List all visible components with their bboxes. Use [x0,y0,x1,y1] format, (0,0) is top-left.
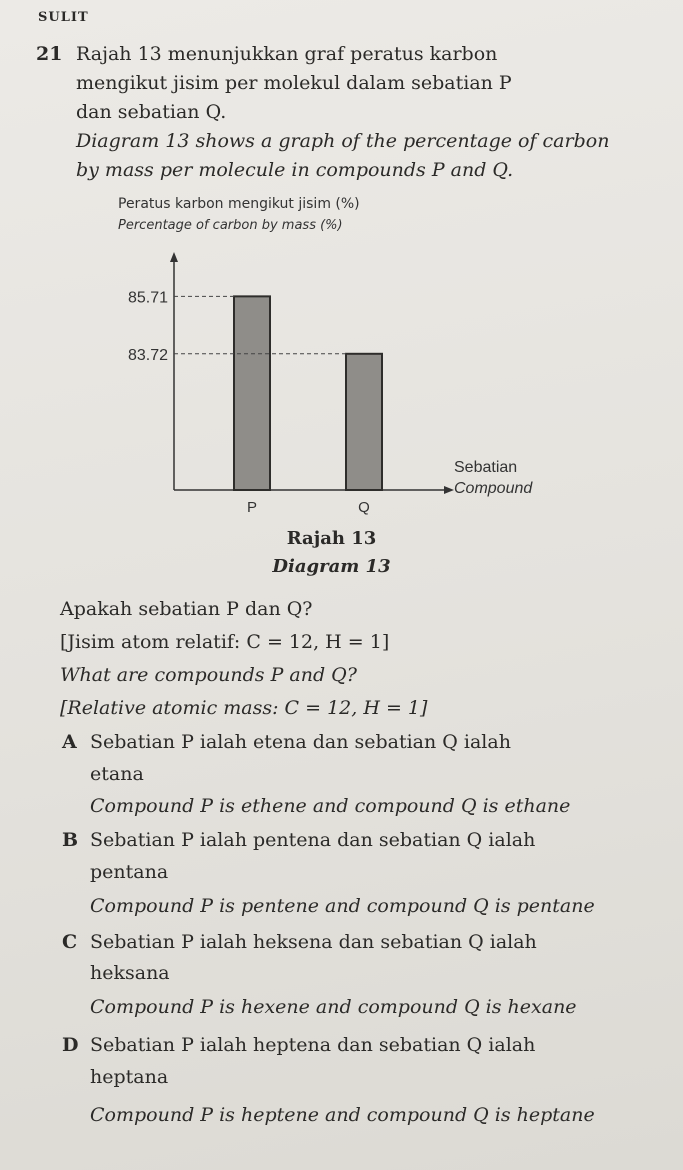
bar-q [346,354,382,490]
option-a-malay-1[interactable]: Sebatian P ialah etena dan sebatian Q ialah [90,731,511,753]
option-c-malay-2[interactable]: heksana [90,962,170,984]
stem-malay-line-3: dan sebatian Q. [76,101,227,123]
x-category-label-q: Q [358,499,370,516]
option-b-malay-2[interactable]: pentana [90,861,169,883]
prompt-malay: Apakah sebatian P dan Q? [60,598,313,620]
option-a-malay-2[interactable]: etana [90,763,144,785]
option-a-english[interactable]: Compound P is ethene and compound Q is ethane [90,795,571,817]
stem-malay-line-1: Rajah 13 menunjukkan graf peratus karbon [76,43,498,65]
x-axis-arrow-icon [444,486,454,494]
option-d-malay-2[interactable]: heptana [90,1066,169,1088]
xlabel-malay: Sebatian [454,459,518,476]
option-c-malay-1[interactable]: Sebatian P ialah heksena dan sebatian Q ialah [90,931,537,953]
option-c-letter[interactable]: C [62,931,78,953]
prompt-english-ram: [Relative atomic mass: C = 12, H = 1] [60,697,428,719]
option-b-letter[interactable]: B [62,829,79,851]
stem-english-line-2: by mass per molecule in compounds P and Q. [76,159,514,181]
x-category-label-p: P [246,499,258,516]
question-number: 21 [36,43,63,65]
caption-malay: Rajah 13 [286,528,377,549]
y-tick-label-q: 83.72 [127,346,168,364]
y-axis-arrow-icon [170,252,178,262]
prompt-malay-ram: [Jisim atom relatif: C = 12, H = 1] [60,631,390,653]
prompt-english: What are compounds P and Q? [60,664,357,686]
caption-english: Diagram 13 [272,556,391,577]
chart-title: Peratus karbon mengikut jisim (%) [118,196,360,212]
option-b-malay-1[interactable]: Sebatian P ialah pentena dan sebatian Q ialah [90,829,536,851]
y-tick-label-p: 85.71 [127,289,168,307]
option-d-english[interactable]: Compound P is heptene and compound Q is heptane [90,1104,595,1126]
stem-english-line-1: Diagram 13 shows a graph of the percentage of carbon [76,130,610,152]
option-a-letter[interactable]: A [62,731,77,753]
xlabel-english: Compound [454,480,533,497]
bar-p [234,296,270,490]
option-d-malay-1[interactable]: Sebatian P ialah heptena dan sebatian Q ialah [90,1034,536,1056]
chart-subtitle: Percentage of carbon by mass (%) [118,218,343,233]
option-b-english[interactable]: Compound P is pentene and compound Q is pentane [90,895,595,917]
stem-malay-line-2: mengikut jisim per molekul dalam sebatian P [76,72,512,94]
option-c-english[interactable]: Compound P is hexene and compound Q is hexane [90,996,577,1018]
option-d-letter[interactable]: D [62,1034,79,1056]
page-header: SULIT [38,10,89,25]
